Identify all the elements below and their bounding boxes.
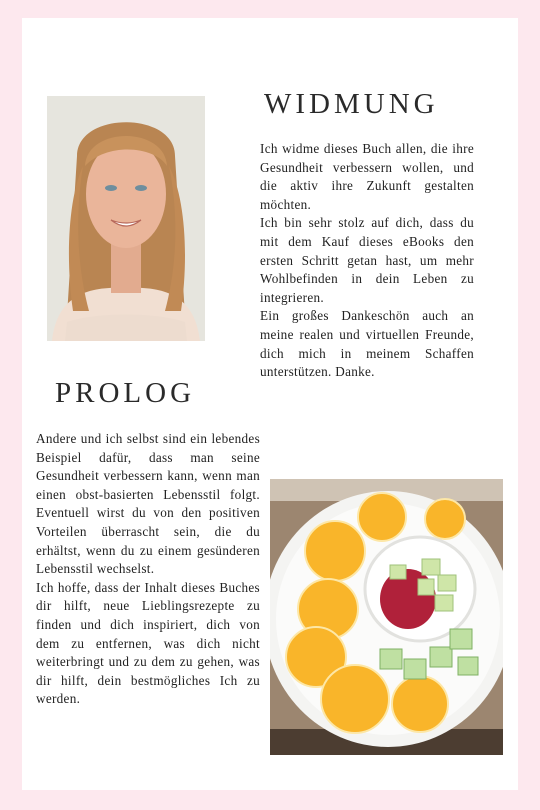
widmung-text bbox=[260, 140, 474, 382]
portrait-illustration bbox=[47, 96, 205, 341]
author-portrait-photo bbox=[47, 96, 205, 341]
page bbox=[22, 18, 518, 790]
fruit-plate-illustration bbox=[270, 479, 503, 755]
widmung-paragraph: Ich bin sehr stolz auf dich, dass du mit dem Kauf dieses eBooks den ersten Schritt getan hast, um mehr Wohlbefinden in dein Leben zu integrieren. bbox=[260, 215, 474, 305]
prolog-text bbox=[36, 430, 260, 709]
widmung-paragraph: Ein großes Dankeschön auch an meine realen und virtuellen Freunde, dich mich in meinem Schaffen unterstützen. Danke. bbox=[260, 308, 474, 380]
prolog-paragraph: Ich hoffe, dass der Inhalt dieses Buches dir hilft, neue Lieblingsrezepte zu finden und dich inspiriert, dich von dem zu entfernen, was dich nicht weiterbringt und zu dem zu gehen, was dir hilft, dein bestmögliches Ich zu werden. bbox=[36, 579, 260, 707]
prolog-title: PROLOG bbox=[55, 377, 196, 409]
fruit-plate-photo bbox=[270, 479, 503, 755]
widmung-title: WIDMUNG bbox=[264, 88, 439, 120]
prolog-paragraph: Andere und ich selbst sind ein lebendes Beispiel dafür, dass man seine Gesundheit verbessern kann, wenn man einen obst-basierten Lebensstil folgt. Eventuell wirst du von den positiven Vorteilen überrascht sein, die du erhältst, wenn du zu einem gesünderen Lebensstil wechselst. bbox=[36, 431, 260, 577]
widmung-paragraph: Ich widme dieses Buch allen, die ihre Gesundheit verbessern wollen, und die aktiv ihre Zukunft gestalten möchten. bbox=[260, 141, 474, 212]
